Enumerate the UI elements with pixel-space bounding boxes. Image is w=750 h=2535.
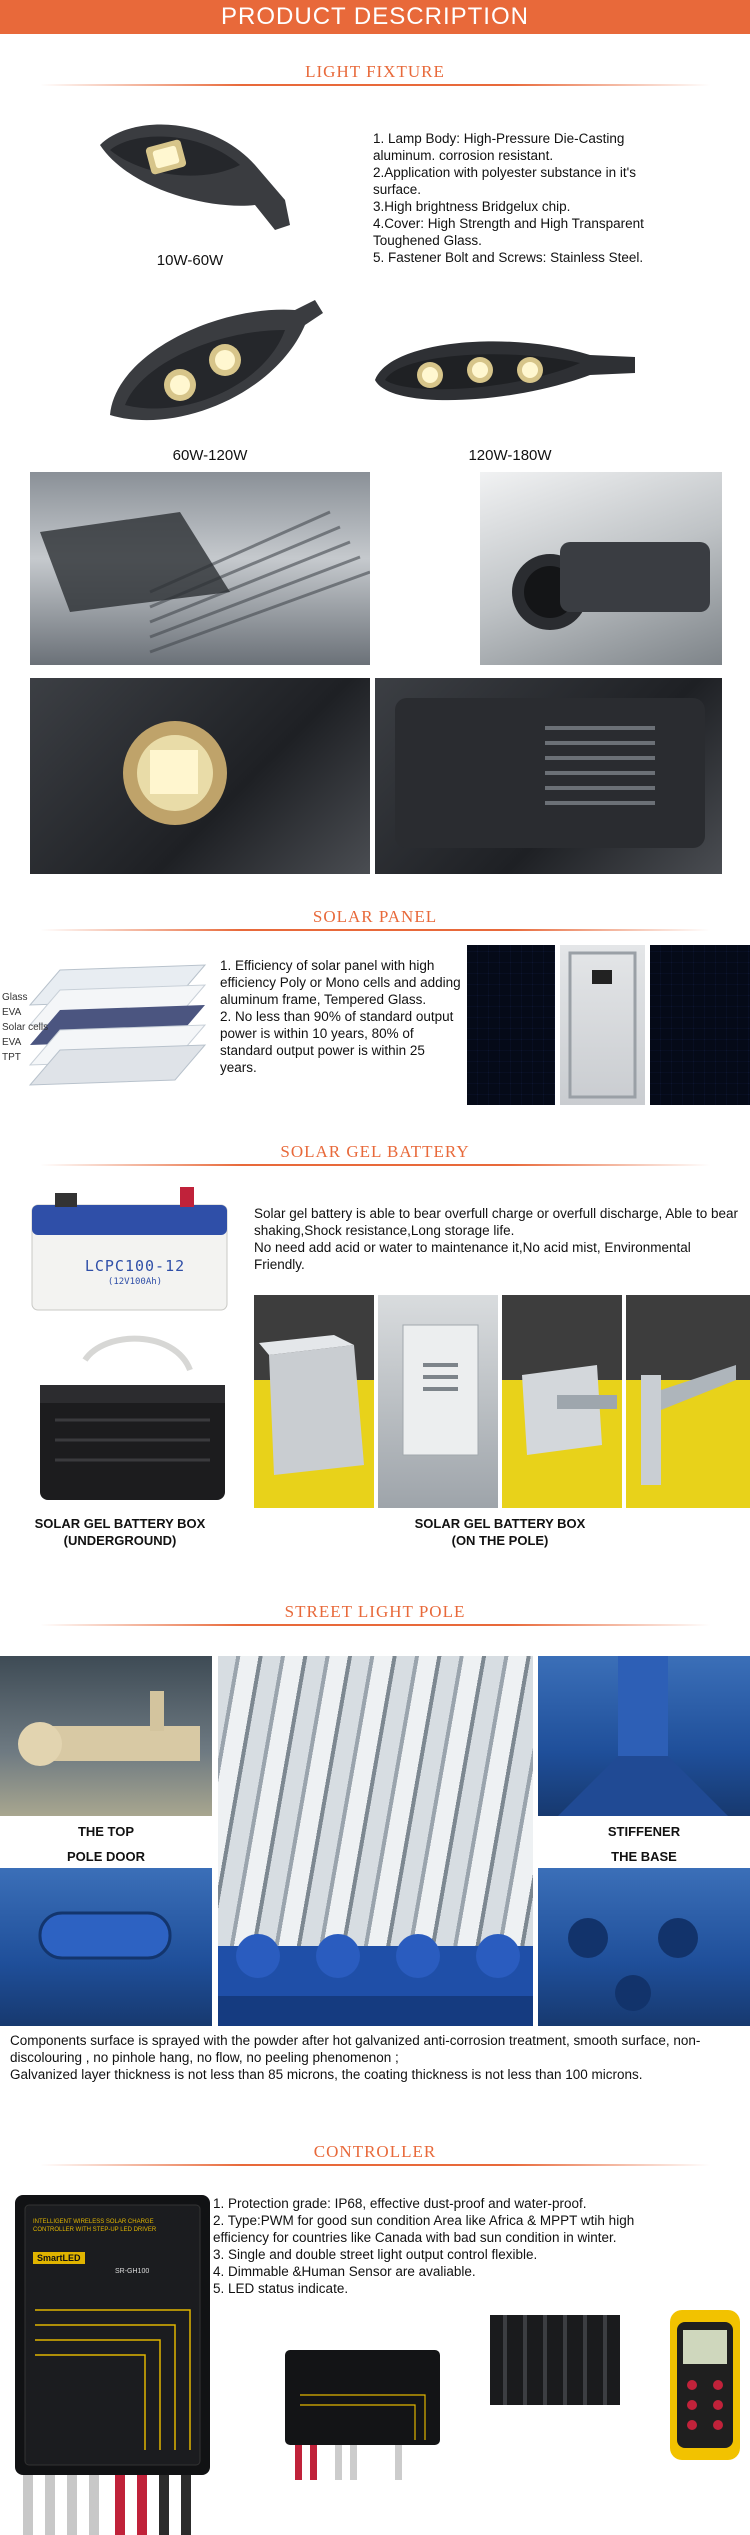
section-title: LIGHT FIXTURE bbox=[295, 62, 455, 81]
battery-pole-box-photo-1 bbox=[254, 1295, 374, 1508]
battery-text bbox=[254, 1205, 744, 1273]
controller-brand-label: SmartLED bbox=[33, 2252, 85, 2264]
section-header-solar-panel bbox=[0, 905, 750, 935]
solar-panel-photo-front bbox=[467, 945, 555, 1105]
solar-panel-text bbox=[220, 957, 465, 1076]
pole-base-photo bbox=[538, 1868, 750, 2026]
section-title: SOLAR PANEL bbox=[303, 907, 447, 926]
pole-top-photo bbox=[0, 1656, 212, 1816]
section-title: STREET LIGHT POLE bbox=[275, 1602, 476, 1621]
section-header-pole bbox=[0, 1600, 750, 1630]
controller-spec-line: 1. Protection grade: IP68, effective dust-proof and water-proof. bbox=[213, 2196, 587, 2211]
section-header-light-fixture bbox=[0, 60, 750, 90]
pole-text-line: Galvanized layer thickness is not less than 85 microns, the coating thickness is not less than 100 microns. bbox=[10, 2067, 643, 2082]
battery-capacity-label: (12V100Ah) bbox=[107, 1277, 163, 1287]
caption-line: SOLAR GEL BATTERY BOX bbox=[414, 1516, 586, 1531]
fixture-detail-mount bbox=[480, 472, 722, 665]
fixture-image-small bbox=[90, 105, 305, 245]
fixture-caption-3: 120W-180W bbox=[468, 447, 552, 464]
fixture-detail-led-chip bbox=[30, 678, 370, 874]
layer-label: EVA bbox=[2, 1007, 22, 1018]
solar-panel-photo-stack bbox=[650, 945, 750, 1105]
pole-text-line: Components surface is sprayed with the powder after hot galvanized anti-corrosion treatment, smooth surface, non-discolouring , no pinhole hang, no flow, no peeling phenomenon ; bbox=[10, 2033, 701, 2065]
controller-model-label: SR-GH100 bbox=[115, 2268, 150, 2275]
battery-text-line: No need add acid or water to maintenance it,No acid mist, Environmental Friendly. bbox=[254, 1240, 691, 1272]
spec-line: 1. Lamp Body: High-Pressure Die-Casting aluminum. corrosion resistant. bbox=[373, 131, 625, 163]
controller-image-2 bbox=[275, 2345, 450, 2480]
pole-text bbox=[10, 2032, 745, 2083]
battery-text-line: Solar gel battery is able to bear overfull charge or overfull discharge, Able to bear shaking,Shock resistance,Long storage life. bbox=[254, 1206, 739, 1238]
controller-device-title: INTELLIGENT WIRELESS SOLAR CHARGE CONTROLLER WITH STEP-UP LED DRIVER bbox=[33, 2219, 157, 2233]
pole-main-photo bbox=[218, 1656, 533, 2026]
spec-line: 3.High brightness Bridgelux chip. bbox=[373, 199, 571, 214]
layer-label: EVA bbox=[2, 1037, 22, 1048]
battery-image bbox=[20, 1185, 240, 1315]
pole-door-photo bbox=[0, 1868, 212, 2026]
section-title: CONTROLLER bbox=[304, 2142, 446, 2161]
spec-line: 5. Fastener Bolt and Screws: Stainless Steel. bbox=[373, 250, 644, 265]
controller-spec-line: 2. Type:PWM for good sun condition Area like Africa & MPPT wtih high efficiency for countries like Canada with bad sun condition in winter. bbox=[213, 2213, 635, 2245]
controller-heatsink-image bbox=[485, 2310, 625, 2420]
layer-label: Glass bbox=[2, 992, 28, 1003]
battery-pole-box-photo-3 bbox=[502, 1295, 622, 1508]
controller-spec-line: 3. Single and double street light output control flexible. bbox=[213, 2247, 538, 2262]
pole-stiffener-photo bbox=[538, 1656, 750, 1816]
spec-line: 4.Cover: High Strength and High Transparent Toughened Glass. bbox=[373, 216, 644, 248]
battery-pole-box-photo-4 bbox=[626, 1295, 750, 1508]
solar-panel-photo-back bbox=[560, 945, 645, 1105]
pole-label-stiffener: STIFFENER bbox=[607, 1824, 681, 1839]
spec-line: 2.Application with polyester substance in it's surface. bbox=[373, 165, 636, 197]
fixture-detail-heatsink bbox=[30, 472, 370, 665]
page-banner: PRODUCT DESCRIPTION bbox=[0, 0, 750, 34]
caption-line: SOLAR GEL BATTERY BOX bbox=[34, 1516, 206, 1531]
controller-specs bbox=[213, 2195, 648, 2297]
battery-model-label: LCPC100-12 bbox=[84, 1257, 186, 1275]
panel-spec-line: 1. Efficiency of solar panel with high efficiency Poly or Mono cells and adding aluminum frame, Tempered Glass. bbox=[220, 958, 461, 1007]
section-title: SOLAR GEL BATTERY bbox=[270, 1142, 479, 1161]
caption-line: (UNDERGROUND) bbox=[63, 1533, 177, 1548]
remote-controller-image bbox=[665, 2310, 745, 2460]
controller-main-image bbox=[15, 2190, 210, 2535]
battery-box-pole-caption bbox=[375, 1515, 625, 1549]
solar-panel-layers-diagram bbox=[0, 945, 210, 1105]
section-header-controller bbox=[0, 2140, 750, 2170]
section-header-battery bbox=[0, 1140, 750, 1170]
pole-label-door: POLE DOOR bbox=[66, 1849, 145, 1864]
pole-label-top: THE TOP bbox=[77, 1824, 135, 1839]
fixture-caption-1: 10W-60W bbox=[156, 252, 224, 269]
fixture-image-large bbox=[370, 325, 640, 415]
fixture-caption-2: 60W-120W bbox=[172, 447, 248, 464]
battery-box-underground-image bbox=[25, 1330, 235, 1505]
battery-box-underground-caption bbox=[10, 1515, 230, 1549]
pole-label-base: THE BASE bbox=[611, 1849, 677, 1864]
fixture-image-medium bbox=[95, 295, 325, 435]
fixture-detail-driver bbox=[375, 678, 722, 874]
fixture-specs bbox=[373, 130, 653, 266]
controller-spec-line: 5. LED status indicate. bbox=[213, 2281, 349, 2296]
layer-label: Solar cells bbox=[2, 1022, 49, 1033]
layer-label: TPT bbox=[2, 1052, 21, 1063]
controller-spec-line: 4. Dimmable &Human Sensor are avaliable. bbox=[213, 2264, 476, 2279]
battery-pole-box-photo-2 bbox=[378, 1295, 498, 1508]
caption-line: (ON THE POLE) bbox=[451, 1533, 549, 1548]
panel-spec-line: 2. No less than 90% of standard output power is within 10 years, 80% of standard output power is within 25 years. bbox=[220, 1009, 454, 1075]
